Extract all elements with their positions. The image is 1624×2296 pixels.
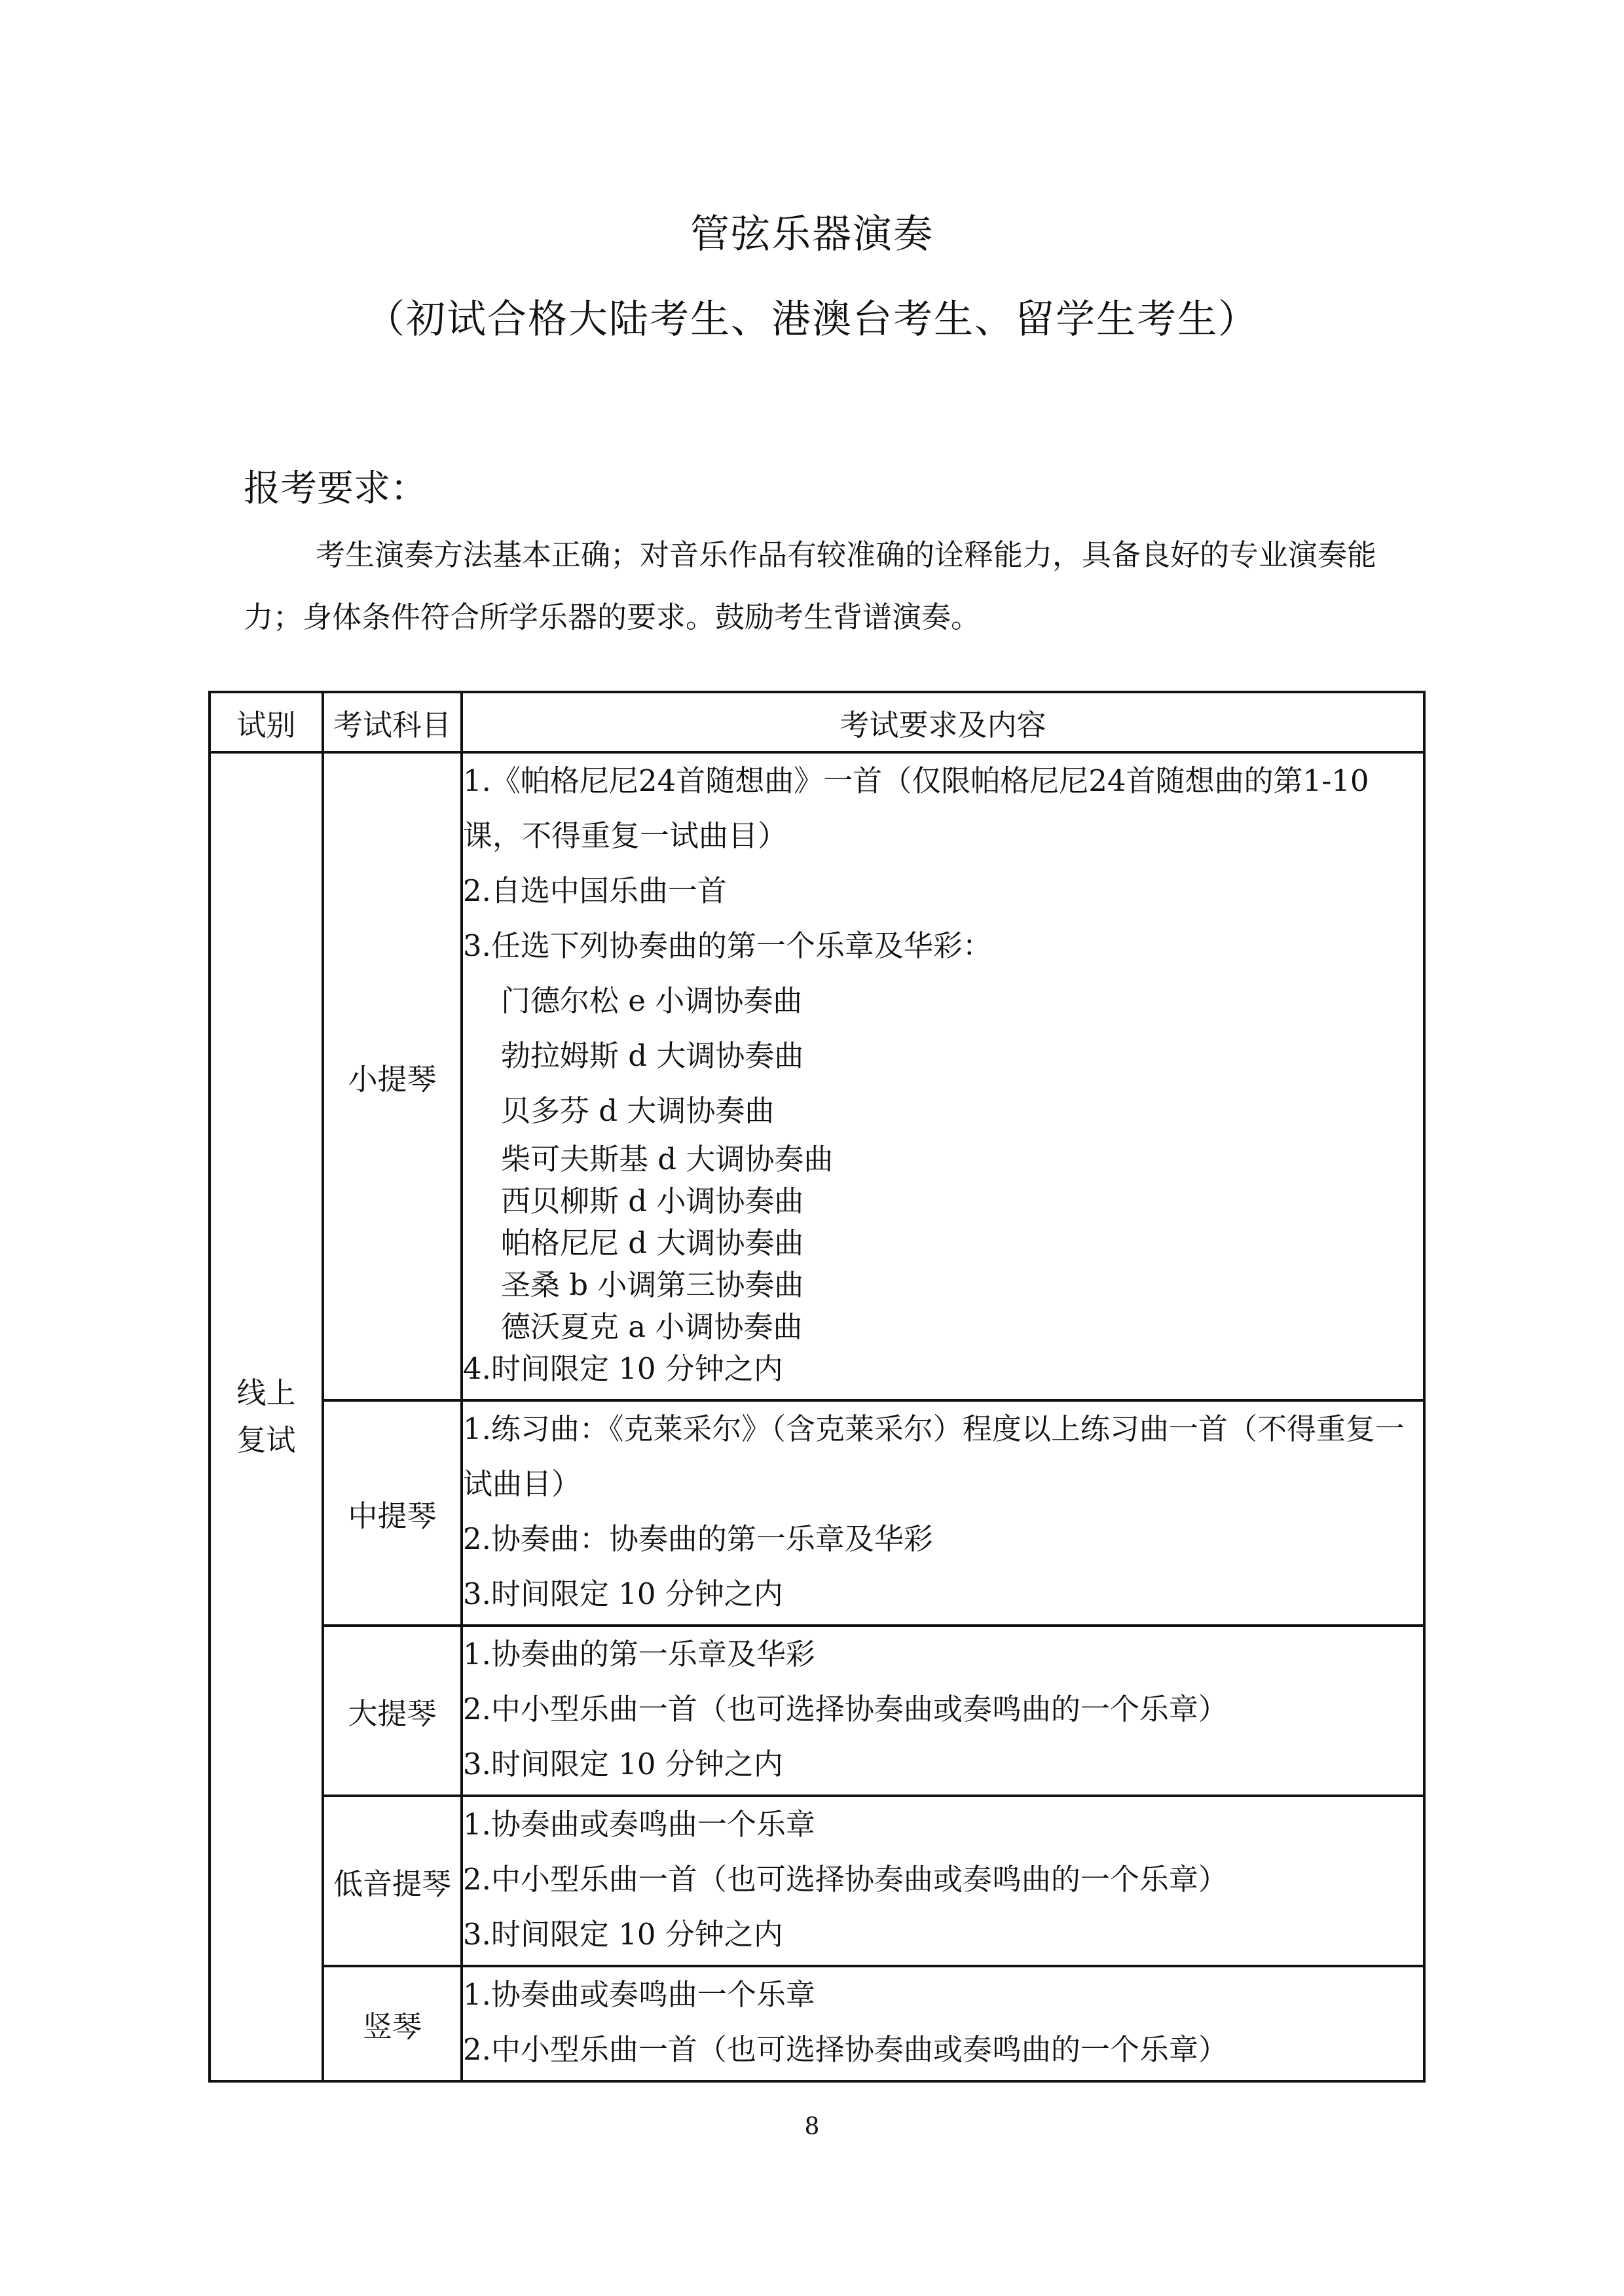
list-item: 2.协奏曲：协奏曲的第一乐章及华彩 <box>463 1522 933 1556</box>
list-item: 勃拉姆斯 d 大调协奏曲 <box>501 1038 804 1073</box>
round-label-text: 线上复试 <box>236 1376 296 1457</box>
page-title: 管弦乐器演奏 <box>690 211 934 257</box>
list-item: 2.中小型乐曲一首（也可选择协奏曲或奏鸣曲的一个乐章） <box>463 1692 1228 1726</box>
list-item: 1.练习曲：《克莱采尔》（含克莱采尔）程度以上练习曲一首（不得重复一试曲目） <box>463 1412 1405 1501</box>
list-item: 1.协奏曲的第一乐章及华彩 <box>463 1637 815 1671</box>
list-item: 2.自选中国乐曲一首 <box>463 873 727 908</box>
list-item: 帕格尼尼 d 大调协奏曲 <box>501 1226 804 1260</box>
list-item: 2.中小型乐曲一首（也可选择协奏曲或奏鸣曲的一个乐章） <box>463 1862 1228 1897</box>
list-item: 3.时间限定 10 分钟之内 <box>463 1917 783 1952</box>
round-label <box>210 752 323 2081</box>
list-item: 德沃夏克 a 小调协奏曲 <box>501 1309 803 1344</box>
content-violin <box>462 752 1424 1400</box>
list-item: 1.协奏曲或奏鸣曲一个乐章 <box>463 1807 815 1842</box>
requirements-text: 考生演奏方法基本正确；对音乐作品有较准确的诠释能力，具备良好的专业演奏能力；身体条件符合所学乐器的要求。鼓励考生背谱演奏。 <box>244 538 1377 634</box>
exam-requirements-table <box>208 691 1426 2083</box>
table-row <box>210 752 1424 1400</box>
subject-cello: 大提琴 <box>323 1626 462 1796</box>
content-viola <box>462 1400 1424 1626</box>
list-item: 2.中小型乐曲一首（也可选择协奏曲或奏鸣曲的一个乐章） <box>463 2032 1228 2067</box>
page-number: 8 <box>804 2113 820 2140</box>
content-harp <box>462 1966 1424 2081</box>
list-item: 西贝柳斯 d 小调协奏曲 <box>501 1184 804 1218</box>
content-cello <box>462 1626 1424 1796</box>
list-item: 圣桑 b 小调第三协奏曲 <box>501 1267 804 1302</box>
requirements-heading: 报考要求： <box>244 467 427 510</box>
header-content: 考试要求及内容 <box>462 692 1424 752</box>
subject-viola: 中提琴 <box>323 1400 462 1626</box>
table-row <box>210 1966 1424 2081</box>
list-item: 门德尔松 e 小调协奏曲 <box>501 983 803 1018</box>
header-round: 试别 <box>210 692 323 752</box>
list-item: 1.协奏曲或奏鸣曲一个乐章 <box>463 1977 815 2012</box>
content-double-bass <box>462 1796 1424 1966</box>
table-row <box>210 1626 1424 1796</box>
list-item: 3.时间限定 10 分钟之内 <box>463 1576 783 1611</box>
header-subject: 考试科目 <box>323 692 462 752</box>
list-item: 4.时间限定 10 分钟之内 <box>463 1351 783 1386</box>
subject-harp: 竖琴 <box>323 1966 462 2081</box>
list-item: 柴可夫斯基 d 大调协奏曲 <box>501 1142 834 1176</box>
table-row <box>210 1400 1424 1626</box>
list-item: 1.《帕格尼尼24首随想曲》一首（仅限帕格尼尼24首随想曲的第1-10课，不得重复一试曲目） <box>463 763 1369 853</box>
table-header-row <box>210 692 1424 752</box>
page-subtitle: （初试合格大陆考生、港澳台考生、留学生考生） <box>365 297 1259 342</box>
subject-double-bass: 低音提琴 <box>323 1796 462 1966</box>
list-item: 贝多芬 d 大调协奏曲 <box>501 1093 775 1128</box>
table-row <box>210 1796 1424 1966</box>
list-item: 3.时间限定 10 分钟之内 <box>463 1747 783 1781</box>
list-item: 3.任选下列协奏曲的第一个乐章及华彩： <box>463 928 992 963</box>
subject-violin: 小提琴 <box>323 752 462 1400</box>
